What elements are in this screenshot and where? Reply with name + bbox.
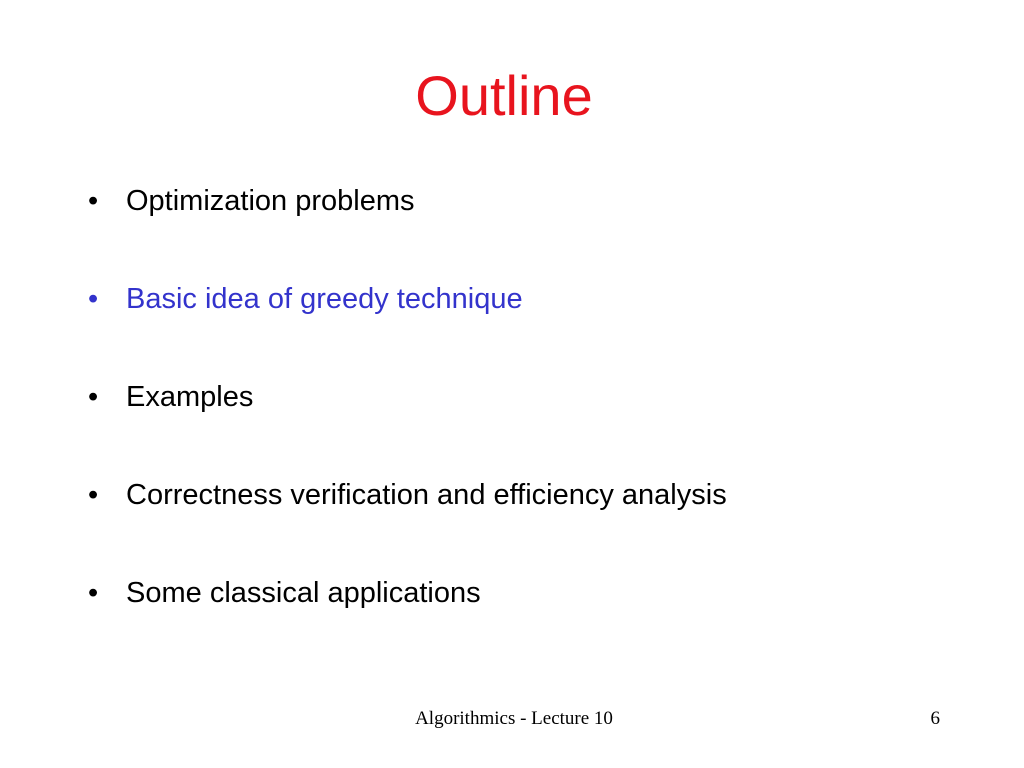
footer-lecture-label: Algorithmics - Lecture 10 bbox=[415, 708, 613, 729]
bullet-text: Correctness verification and efficiency analysis bbox=[126, 479, 727, 511]
bullet-text: Basic idea of greedy technique bbox=[126, 283, 523, 315]
page-number: 6 bbox=[930, 708, 940, 729]
bullet-text: Examples bbox=[126, 381, 254, 413]
list-item bbox=[88, 373, 968, 422]
list-item bbox=[88, 471, 968, 520]
bullet-icon: • bbox=[88, 577, 99, 609]
bullet-icon: • bbox=[88, 381, 99, 413]
bullet-text: Optimization problems bbox=[126, 185, 415, 217]
list-item bbox=[88, 275, 968, 324]
list-item bbox=[88, 177, 968, 226]
bullet-icon: • bbox=[88, 185, 99, 217]
bullet-text: Some classical applications bbox=[126, 577, 481, 609]
outline-list bbox=[88, 177, 968, 667]
bullet-icon: • bbox=[88, 283, 99, 315]
bullet-icon: • bbox=[88, 479, 99, 511]
list-item bbox=[88, 569, 968, 618]
slide-title: Outline bbox=[415, 64, 593, 127]
